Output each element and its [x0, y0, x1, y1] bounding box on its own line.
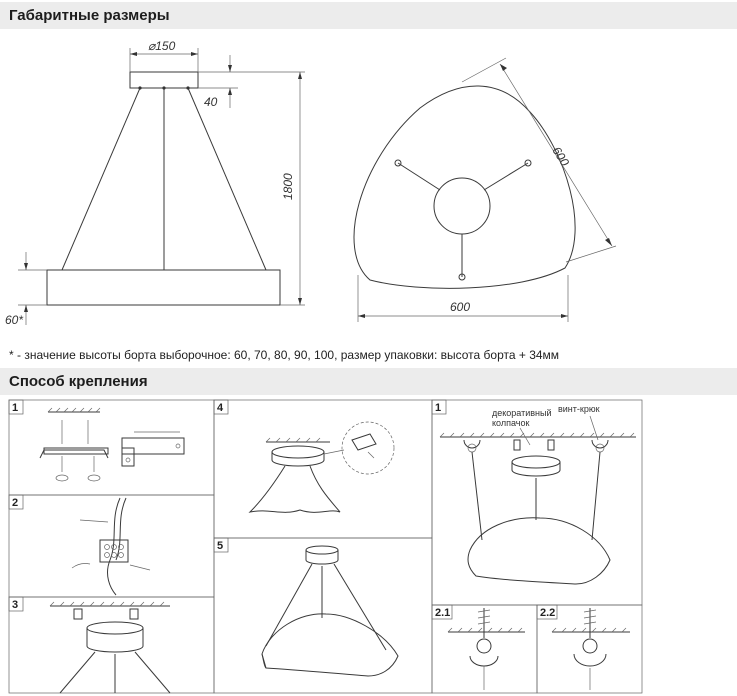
- canopy-diameter-label: ⌀150: [148, 39, 176, 53]
- panel-2-wiring-illustration: [72, 498, 150, 595]
- center-canopy-circle: [434, 178, 490, 234]
- panel-3-canopy-illustration: [50, 602, 170, 693]
- panel-1-bracket-illustration: [40, 408, 184, 481]
- dimensions-heading: Габаритные размеры: [0, 2, 737, 29]
- luminaire-body: [47, 270, 280, 305]
- right-cable: [188, 88, 266, 270]
- decorative-cap-label-line2: колпачок: [492, 418, 530, 428]
- top-view: [354, 58, 616, 322]
- mounting-heading: Способ крепления: [0, 368, 737, 395]
- decorative-cap-label-line1: декоративный: [492, 408, 552, 418]
- triangle-width-label: 600: [450, 300, 471, 314]
- panel-4-number: 4: [217, 402, 224, 414]
- triangle-side-label: 600: [549, 144, 572, 169]
- hook-screw-label: винт-крюк: [558, 404, 600, 414]
- panel-2-2-hook-illustration: [552, 608, 630, 690]
- right-panel-1-illustration: [440, 404, 636, 584]
- side-height-label: 60*: [5, 313, 24, 327]
- panel-3-number: 3: [12, 599, 19, 611]
- canopy-height-label: 40: [204, 95, 218, 109]
- panel-2-number: 2: [12, 497, 19, 509]
- total-height-label: 1800: [281, 173, 295, 200]
- panel-2-2-number: 2.2: [540, 607, 556, 619]
- canopy: [130, 72, 198, 88]
- panel-4-canopy-fix-illustration: [250, 422, 394, 512]
- side-view: [5, 39, 305, 327]
- panel-5-assembled-illustration: [262, 546, 398, 676]
- footnote: * - значение высоты борта выборочное: 60, 70, 80, 90, 100, размер упаковки: высота борта + 34мм: [9, 348, 560, 362]
- panel-2-1-hook-illustration: [448, 608, 525, 690]
- panel-r1-number: 1: [435, 402, 442, 414]
- panel-2-1-number: 2.1: [435, 607, 451, 619]
- left-cable: [62, 88, 140, 270]
- panel-1-number: 1: [12, 402, 19, 414]
- triangle-outline: [354, 86, 575, 288]
- panel-5-number: 5: [217, 540, 224, 552]
- panel-numbers: [9, 400, 557, 619]
